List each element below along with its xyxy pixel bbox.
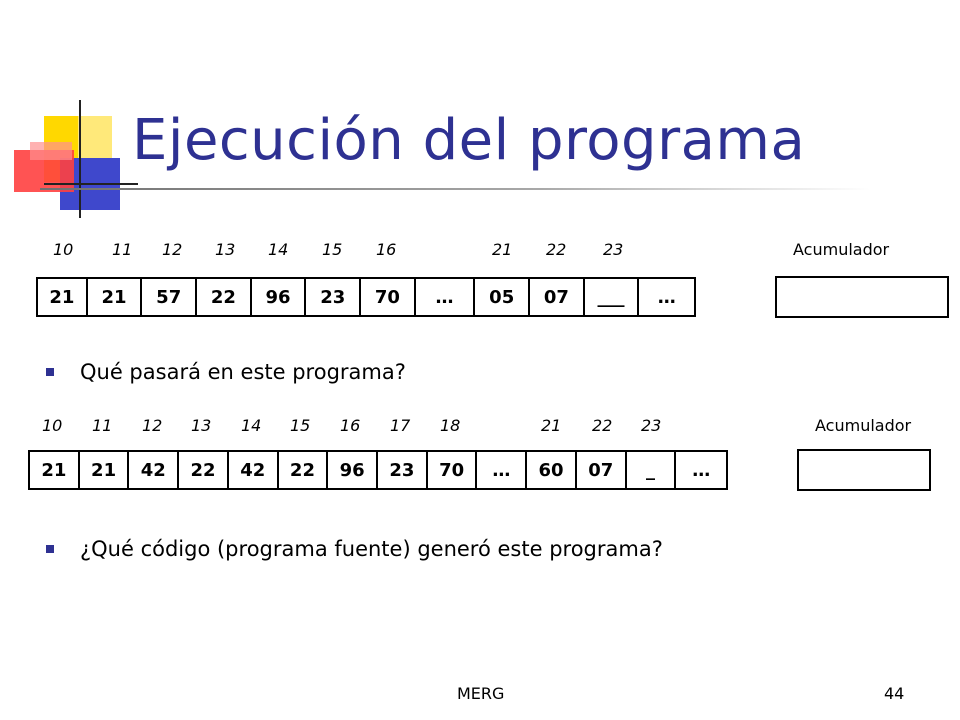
address-label: 12 bbox=[142, 416, 163, 435]
memory-cell: 07 bbox=[577, 452, 627, 488]
address-label: 14 bbox=[268, 240, 289, 259]
page-number: 44 bbox=[884, 684, 905, 703]
address-label: 23 bbox=[641, 416, 662, 435]
memory-cell: 21 bbox=[30, 452, 80, 488]
title-divider bbox=[40, 188, 870, 190]
address-label: 10 bbox=[42, 416, 63, 435]
memory-cell: 23 bbox=[378, 452, 428, 488]
memory-cell: 21 bbox=[88, 279, 143, 315]
address-label: 21 bbox=[492, 240, 513, 259]
bullet-text: ¿Qué código (programa fuente) generó este programa? bbox=[80, 537, 663, 561]
accumulator-label: Acumulador bbox=[793, 240, 890, 259]
address-label: 23 bbox=[603, 240, 624, 259]
memory-cell: 23 bbox=[306, 279, 361, 315]
accumulator-label: Acumulador bbox=[815, 416, 912, 435]
memory-cell: 96 bbox=[328, 452, 378, 488]
memory-cell: … bbox=[416, 279, 476, 315]
address-label: 21 bbox=[541, 416, 562, 435]
address-label: 11 bbox=[92, 416, 113, 435]
address-label: 22 bbox=[592, 416, 613, 435]
footer-author: MERG bbox=[457, 684, 505, 703]
page-title: Ejecución del programa bbox=[132, 108, 806, 173]
accumulator-box bbox=[775, 276, 949, 318]
bullet-square-icon bbox=[46, 545, 54, 553]
memory-cell: 22 bbox=[279, 452, 329, 488]
address-label: 13 bbox=[215, 240, 236, 259]
memory-cell: … bbox=[477, 452, 527, 488]
memory-cell: 70 bbox=[428, 452, 478, 488]
memory-cell: 96 bbox=[252, 279, 307, 315]
address-label: 17 bbox=[390, 416, 411, 435]
address-label: 11 bbox=[112, 240, 133, 259]
address-label: 15 bbox=[290, 416, 311, 435]
address-label: 14 bbox=[241, 416, 262, 435]
bullet-question-2 bbox=[46, 537, 663, 561]
accumulator-box bbox=[797, 449, 931, 491]
address-label: 22 bbox=[546, 240, 567, 259]
memory-cell: 07 bbox=[530, 279, 585, 315]
bullet-text: Qué pasará en este programa? bbox=[80, 360, 406, 384]
address-label: 16 bbox=[340, 416, 361, 435]
memory-cell: _ bbox=[627, 452, 677, 488]
memory-cell: 22 bbox=[179, 452, 229, 488]
memory-cell: 42 bbox=[129, 452, 179, 488]
address-label: 16 bbox=[376, 240, 397, 259]
memory-cell: ___ bbox=[585, 279, 640, 315]
memory-cell: … bbox=[657, 286, 676, 308]
memory-cell: 21 bbox=[80, 452, 130, 488]
memory-cell: … bbox=[692, 459, 711, 481]
bullet-question-1 bbox=[46, 360, 406, 384]
address-label: 10 bbox=[53, 240, 74, 259]
program1-memory-row bbox=[36, 277, 696, 317]
bullet-square-icon bbox=[46, 368, 54, 376]
address-label: 12 bbox=[162, 240, 183, 259]
decorative-logo bbox=[0, 0, 140, 230]
memory-cell: 22 bbox=[197, 279, 252, 315]
memory-cell: 60 bbox=[527, 452, 577, 488]
memory-cell: 42 bbox=[229, 452, 279, 488]
memory-cell: 21 bbox=[38, 279, 88, 315]
address-label: 13 bbox=[191, 416, 212, 435]
memory-cell: 70 bbox=[361, 279, 416, 315]
memory-cell: 57 bbox=[142, 279, 197, 315]
program2-memory-row bbox=[28, 450, 728, 490]
address-label: 18 bbox=[440, 416, 461, 435]
memory-cell: 05 bbox=[475, 279, 530, 315]
address-label: 15 bbox=[322, 240, 343, 259]
